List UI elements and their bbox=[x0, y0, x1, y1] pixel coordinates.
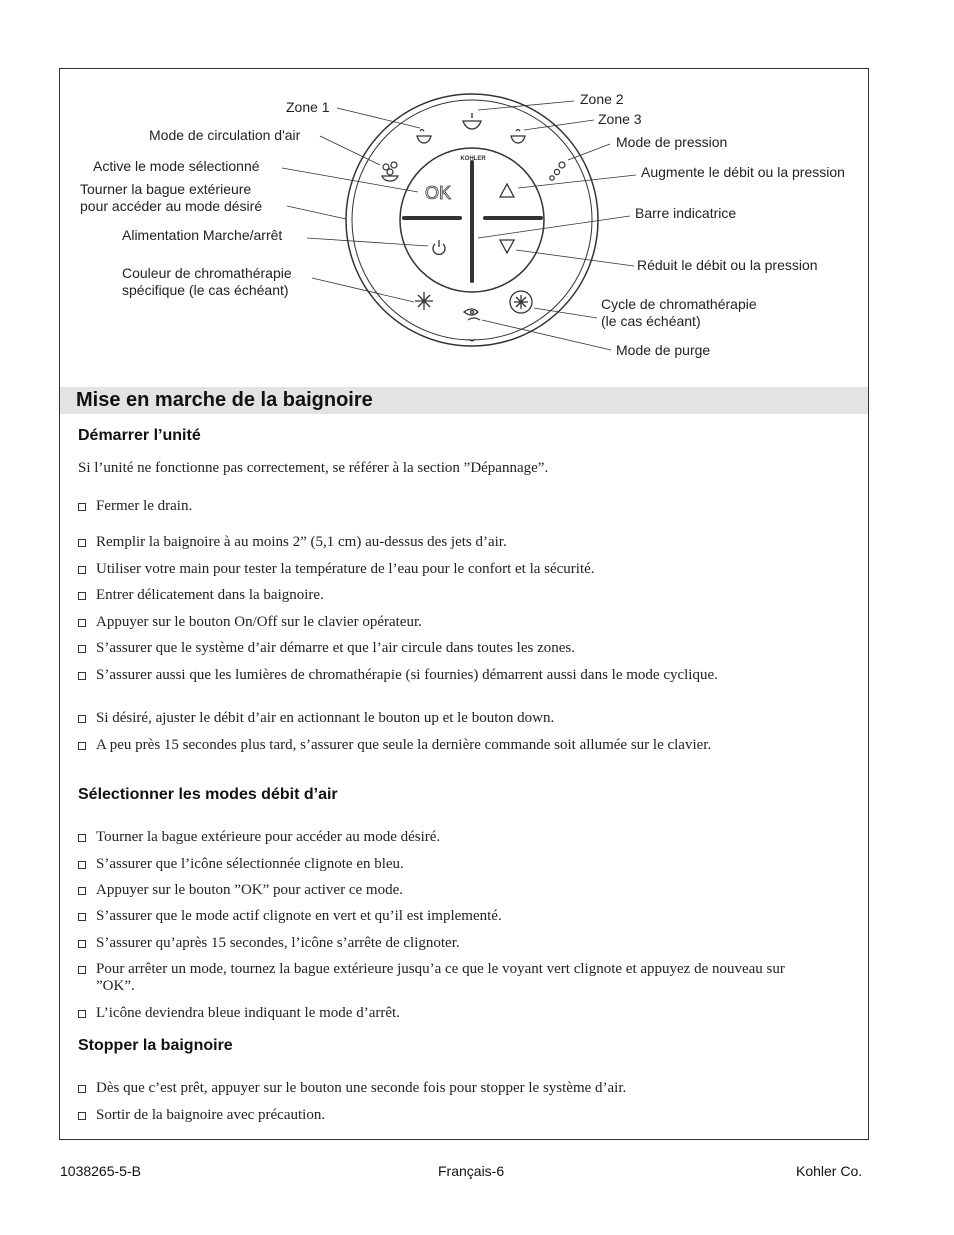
checkbox-icon bbox=[78, 619, 86, 627]
heading-stop-tub: Stopper la baignoire bbox=[78, 1037, 233, 1054]
pressure-mode-icon[interactable] bbox=[550, 162, 565, 180]
circulation-mode-icon[interactable] bbox=[382, 162, 398, 181]
label-purge-mode: Mode de purge bbox=[616, 342, 711, 358]
list-item: Tourner la bague extérieure pour accéder au mode désiré. bbox=[78, 829, 818, 846]
list-item: S’assurer que le mode actif clignote en vert et qu’il est implementé. bbox=[78, 908, 818, 925]
purge-mode-icon[interactable] bbox=[464, 309, 480, 320]
checkbox-icon bbox=[78, 592, 86, 600]
section-title: Mise en marche de la baignoire bbox=[76, 389, 373, 411]
list-item: Appuyer sur le bouton On/Off sur le clavier opérateur. bbox=[78, 614, 818, 631]
label-chroma-color-2: spécifique (le cas échéant) bbox=[122, 282, 289, 298]
label-rotate-ring-2: pour accéder au mode désiré bbox=[80, 198, 263, 214]
footer-page-number: Français-6 bbox=[438, 1163, 505, 1179]
list-item: S’assurer qu’après 15 secondes, l’icône s’arrête de clignoter. bbox=[78, 935, 818, 952]
checkbox-icon bbox=[78, 834, 86, 842]
list-item: Si désiré, ajuster le débit d’air en actionnant le bouton up et le bouton down. bbox=[78, 710, 818, 727]
keypad-diagram bbox=[0, 0, 954, 380]
chroma-cycle-icon[interactable] bbox=[510, 291, 532, 313]
label-increase-flow: Augmente le débit ou la pression bbox=[641, 164, 845, 180]
checkbox-icon bbox=[78, 966, 86, 974]
checkbox-icon bbox=[78, 913, 86, 921]
list-item: Appuyer sur le bouton ”OK” pour activer ce mode. bbox=[78, 882, 818, 899]
footer-doc-number: 1038265-5-B bbox=[60, 1163, 141, 1179]
list-item: A peu près 15 secondes plus tard, s’assurer que seule la dernière commande soit allumée sur le clavier. bbox=[78, 737, 788, 754]
list-item: S’assurer que l’icône sélectionnée clignote en bleu. bbox=[78, 856, 818, 873]
chroma-color-icon[interactable] bbox=[415, 292, 433, 310]
label-rotate-ring-1: Tourner la bague extérieure bbox=[80, 181, 252, 197]
checkbox-icon bbox=[78, 715, 86, 723]
start-unit-intro: Si l’unité ne fonctionne pas correctement, se référer à la section ”Dépannage”. bbox=[78, 460, 549, 476]
zone2-icon[interactable] bbox=[463, 113, 481, 129]
zone3-icon[interactable] bbox=[511, 130, 525, 144]
checkbox-icon bbox=[78, 566, 86, 574]
label-zone2: Zone 2 bbox=[580, 91, 624, 107]
checkbox-icon bbox=[78, 742, 86, 750]
checkbox-icon bbox=[78, 672, 86, 680]
heading-air-modes: Sélectionner les modes débit d’air bbox=[78, 786, 338, 803]
list-item: Utiliser votre main pour tester la température de l’eau pour le confort et la sécurité. bbox=[78, 561, 818, 578]
leader-lines bbox=[282, 101, 636, 350]
label-pressure-mode: Mode de pression bbox=[616, 134, 728, 150]
kohler-logo: KOHLER bbox=[460, 156, 486, 162]
checkbox-icon bbox=[78, 861, 86, 869]
label-chroma-cycle-1: Cycle de chromathérapie bbox=[601, 296, 757, 312]
checkbox-icon bbox=[78, 1085, 86, 1093]
label-zone1: Zone 1 bbox=[286, 99, 330, 115]
label-chroma-color-1: Couleur de chromathérapie bbox=[122, 265, 292, 281]
list-item: Entrer délicatement dans la baignoire. bbox=[78, 587, 818, 604]
checkbox-icon bbox=[78, 887, 86, 895]
footer-company: Kohler Co. bbox=[796, 1163, 863, 1179]
label-circulation-mode: Mode de circulation d'air bbox=[149, 127, 301, 143]
checkbox-icon bbox=[78, 1112, 86, 1120]
list-item: Pour arrêter un mode, tournez la bague extérieure jusqu’a ce que le voyant vert clignote et appuyez de nouveau sur ”OK”. bbox=[78, 961, 813, 995]
label-indicator-bar: Barre indicatrice bbox=[635, 205, 737, 221]
down-arrow-icon[interactable] bbox=[500, 240, 514, 253]
power-icon[interactable] bbox=[433, 240, 445, 254]
list-item: L’icône deviendra bleue indiquant le mode d’arrêt. bbox=[78, 1005, 818, 1022]
list-item: Sortir de la baignoire avec précaution. bbox=[78, 1107, 818, 1124]
list-item: Dès que c’est prêt, appuyer sur le bouton une seconde fois pour stopper le système d’air. bbox=[78, 1080, 818, 1097]
list-item: Fermer le drain. bbox=[78, 498, 818, 515]
list-item: S’assurer que le système d’air démarre et que l’air circule dans toutes les zones. bbox=[78, 640, 818, 657]
checkbox-icon bbox=[78, 539, 86, 547]
label-chroma-cycle-2: (le cas échéant) bbox=[601, 313, 701, 329]
label-power: Alimentation Marche/arrêt bbox=[122, 227, 283, 243]
label-activate-selected: Active le mode sélectionné bbox=[93, 158, 260, 174]
heading-start-unit: Démarrer l’unité bbox=[78, 427, 201, 444]
label-decrease-flow: Réduit le débit ou la pression bbox=[637, 257, 818, 273]
zone1-icon[interactable] bbox=[417, 130, 431, 144]
checkbox-icon bbox=[78, 1010, 86, 1018]
list-item: Remplir la baignoire à au moins 2” (5,1 cm) au-dessus des jets d’air. bbox=[78, 534, 818, 551]
ok-button[interactable]: OK bbox=[424, 183, 452, 203]
checkbox-icon bbox=[78, 940, 86, 948]
checkbox-icon bbox=[78, 503, 86, 511]
list-item: S’assurer aussi que les lumières de chromathérapie (si fournies) démarrent aussi dans le mode cyclique. bbox=[78, 667, 778, 684]
label-zone3: Zone 3 bbox=[598, 111, 642, 127]
up-arrow-icon[interactable] bbox=[500, 184, 514, 197]
checkbox-icon bbox=[78, 645, 86, 653]
